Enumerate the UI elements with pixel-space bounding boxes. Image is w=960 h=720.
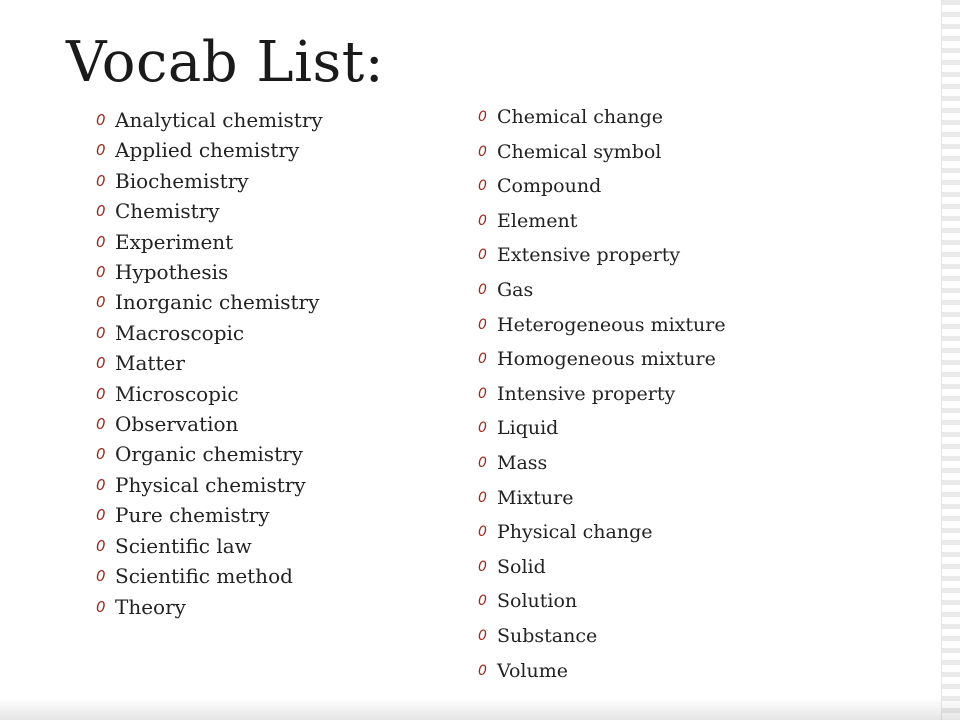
bullet-marker: 0 bbox=[96, 141, 106, 160]
vocab-term: Homogeneous mixture bbox=[497, 348, 716, 371]
vocab-term: Organic chemistry bbox=[115, 442, 303, 467]
vocab-term: Chemical change bbox=[497, 106, 664, 128]
bullet-marker: 0 bbox=[478, 178, 487, 195]
vocab-term: Solid bbox=[497, 555, 546, 578]
vocab-item bbox=[478, 377, 726, 412]
vocab-item bbox=[478, 308, 726, 343]
page-bottom-shadow bbox=[0, 698, 960, 720]
vocab-term: Compound bbox=[497, 175, 602, 198]
vocab-item bbox=[478, 411, 726, 446]
vocab-term: Heterogeneous mixture bbox=[497, 313, 726, 336]
vocab-item bbox=[96, 166, 323, 196]
vocab-item bbox=[96, 196, 323, 226]
vocab-term: Solution bbox=[497, 590, 578, 613]
bullet-marker: 0 bbox=[478, 143, 487, 160]
vocab-item bbox=[478, 342, 726, 377]
page-edge-stitching bbox=[942, 0, 960, 720]
vocab-term: Extensive property bbox=[497, 244, 681, 267]
vocab-item bbox=[478, 169, 726, 204]
bullet-marker: 0 bbox=[478, 316, 487, 333]
vocab-term: Matter bbox=[115, 351, 185, 376]
bullet-marker: 0 bbox=[478, 420, 487, 437]
vocab-term: Scientific law bbox=[115, 533, 252, 558]
vocab-list-right bbox=[478, 100, 726, 688]
bullet-marker: 0 bbox=[478, 109, 487, 125]
vocab-term: Mixture bbox=[497, 486, 574, 509]
vocab-item bbox=[96, 592, 323, 622]
vocab-item bbox=[478, 238, 726, 273]
bullet-marker: 0 bbox=[96, 293, 106, 312]
vocab-item bbox=[96, 287, 323, 317]
bullet-marker: 0 bbox=[478, 212, 487, 229]
vocab-item bbox=[478, 515, 726, 550]
bullet-marker: 0 bbox=[96, 475, 106, 494]
vocab-term: Microscopic bbox=[115, 381, 239, 406]
bullet-marker: 0 bbox=[96, 445, 106, 464]
vocab-term: Hypothesis bbox=[115, 260, 229, 285]
vocab-item bbox=[96, 470, 323, 500]
bullet-marker: 0 bbox=[478, 524, 487, 541]
bullet-marker: 0 bbox=[96, 536, 106, 555]
vocab-term: Applied chemistry bbox=[115, 138, 300, 163]
bullet-marker: 0 bbox=[96, 506, 106, 525]
vocab-term: Observation bbox=[115, 412, 239, 437]
vocab-term: Physical chemistry bbox=[115, 472, 306, 497]
bullet-marker: 0 bbox=[96, 263, 106, 282]
bullet-marker: 0 bbox=[96, 384, 106, 403]
vocab-term: Chemical symbol bbox=[497, 140, 662, 163]
bullet-marker: 0 bbox=[478, 385, 487, 402]
vocab-item bbox=[96, 500, 323, 530]
vocab-term: Mass bbox=[497, 451, 548, 474]
bullet-marker: 0 bbox=[478, 281, 487, 298]
bullet-marker: 0 bbox=[478, 489, 487, 506]
vocab-term: Analytical chemistry bbox=[115, 108, 323, 132]
bullet-marker: 0 bbox=[478, 454, 487, 471]
vocab-item bbox=[96, 379, 323, 409]
bullet-marker: 0 bbox=[478, 558, 487, 575]
vocab-list-left bbox=[96, 105, 323, 622]
vocab-item bbox=[478, 273, 726, 308]
vocab-item bbox=[478, 204, 726, 239]
vocab-item bbox=[478, 135, 726, 170]
vocab-item bbox=[478, 100, 726, 135]
vocab-term: Macroscopic bbox=[115, 320, 245, 345]
vocab-item bbox=[478, 446, 726, 481]
vocab-term: Theory bbox=[115, 594, 186, 619]
vocab-term: Element bbox=[497, 209, 578, 232]
vocab-term: Inorganic chemistry bbox=[115, 290, 320, 315]
vocab-item bbox=[96, 257, 323, 287]
bullet-marker: 0 bbox=[96, 171, 106, 190]
bullet-marker: 0 bbox=[478, 593, 487, 610]
bullet-marker: 0 bbox=[96, 232, 106, 251]
vocab-item bbox=[478, 584, 726, 619]
vocab-item bbox=[478, 619, 726, 654]
bullet-marker: 0 bbox=[478, 351, 487, 368]
bullet-marker: 0 bbox=[478, 627, 487, 644]
vocab-item bbox=[96, 227, 323, 257]
bullet-marker: 0 bbox=[96, 415, 106, 434]
vocab-item bbox=[96, 135, 323, 165]
vocab-item bbox=[96, 439, 323, 469]
slide-title: Vocab List: bbox=[66, 30, 385, 95]
bullet-marker: 0 bbox=[96, 597, 106, 616]
vocab-term: Pure chemistry bbox=[115, 503, 270, 528]
vocab-item bbox=[478, 481, 726, 516]
bullet-marker: 0 bbox=[96, 354, 106, 373]
vocab-item bbox=[96, 409, 323, 439]
vocab-term: Volume bbox=[497, 659, 568, 682]
vocab-item bbox=[96, 561, 323, 591]
vocab-item bbox=[96, 348, 323, 378]
vocab-item bbox=[478, 550, 726, 585]
vocab-term: Biochemistry bbox=[115, 168, 249, 193]
vocab-term: Physical change bbox=[497, 521, 653, 544]
vocab-item bbox=[96, 531, 323, 561]
bullet-marker: 0 bbox=[96, 111, 106, 129]
vocab-term: Liquid bbox=[497, 417, 559, 440]
vocab-term: Substance bbox=[497, 624, 598, 647]
vocab-term: Chemistry bbox=[115, 199, 220, 224]
vocab-term: Experiment bbox=[115, 229, 234, 254]
bullet-marker: 0 bbox=[96, 567, 106, 586]
bullet-marker: 0 bbox=[96, 323, 106, 342]
bullet-marker: 0 bbox=[96, 202, 106, 221]
bullet-marker: 0 bbox=[478, 247, 487, 264]
vocab-term: Gas bbox=[497, 278, 534, 301]
vocab-item bbox=[478, 654, 726, 689]
bullet-marker: 0 bbox=[478, 662, 487, 679]
vocab-term: Scientific method bbox=[115, 564, 293, 589]
vocab-item bbox=[96, 105, 323, 135]
vocab-term: Intensive property bbox=[497, 382, 676, 405]
vocab-item bbox=[96, 318, 323, 348]
